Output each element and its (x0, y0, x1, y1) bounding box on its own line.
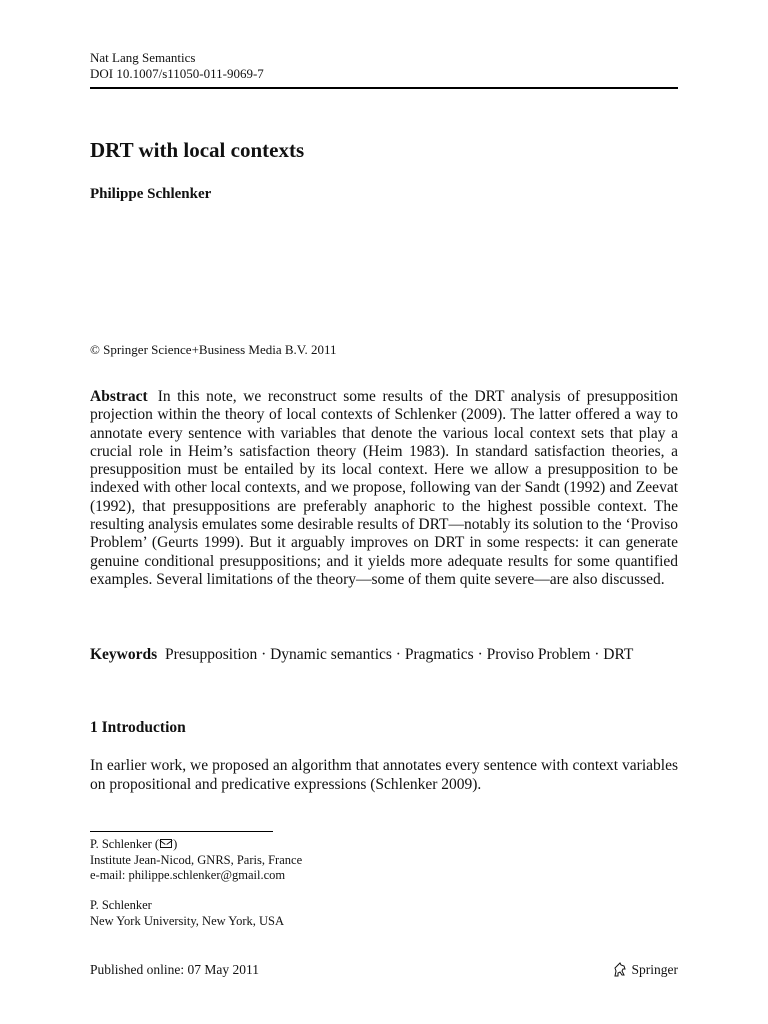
footnote-author-line (90, 837, 690, 853)
keywords-text: Presupposition · Dynamic semantics · Pragmatics · Proviso Problem · DRT (165, 646, 634, 663)
abstract (90, 388, 678, 589)
keywords-label: Keywords (90, 646, 158, 663)
abstract-text: In this note, we reconstruct some results of the DRT analysis of presupposition projection within the theory of local contexts of Schlenker (2009). The latter offered a way to annotate every sentence with variables that denote the various local context sets that play a crucial role in Heim’s satisfaction theory (Heim 1983). In standard satisfaction theories, a presupposition must be entailed by its local context. Here we allow a presupposition to be indexed with other local contexts, and we propose, following van der Sandt (1992) and Zeevat (1992), that presuppositions are preferably anaphoric to the highest possible context. The resulting analysis emulates some desirable results of DRT—notably its solution to the ‘Proviso Problem’ (Geurts 1999). But it arguably improves on DRT in some respects: it can generate genuine conditional presuppositions; and it yields more adequate results for some quantified examples. Several limitations of the theory—some of them quite severe—are also discussed. (90, 388, 678, 588)
footnote-email[interactable]: e-mail: philippe.schlenker@gmail.com (90, 868, 286, 882)
footnote-author-name: P. Schlenker ( (90, 837, 160, 851)
section-heading: 1 Introduction (90, 719, 186, 736)
section-text: In earlier work, we proposed an algorithm that annotates every sentence with context variables on propositional and predicative expressions (Schlenker 2009). (90, 757, 678, 793)
footnote-affiliation-2 (90, 898, 690, 929)
footnote-institution: Institute Jean-Nicod, GNRS, Paris, France (90, 852, 303, 867)
footnote-rule (90, 831, 273, 832)
springer-horse-icon (612, 962, 628, 978)
article-title: DRT with local contexts (90, 138, 305, 162)
keywords (90, 646, 678, 664)
footnote-author-close: ) (173, 837, 178, 851)
header-rule (90, 87, 678, 89)
publisher-logo (612, 962, 679, 978)
footnote-author-name-2: P. Schlenker (90, 898, 152, 912)
footnote-institution-2: New York University, New York, USA (90, 913, 284, 928)
footnote-affiliation-1 (90, 837, 690, 884)
doi: DOI 10.1007/s11050-011-9069-7 (90, 66, 264, 81)
copyright-notice: © Springer Science+Business Media B.V. 2011 (90, 342, 337, 357)
journal-header (90, 50, 264, 82)
envelope-icon (160, 839, 172, 848)
publisher-name: Springer (631, 962, 678, 977)
article-author: Philippe Schlenker (90, 186, 212, 202)
abstract-label: Abstract (90, 388, 148, 405)
published-date: Published online: 07 May 2011 (90, 962, 259, 977)
journal-name: Nat Lang Semantics (90, 50, 196, 65)
